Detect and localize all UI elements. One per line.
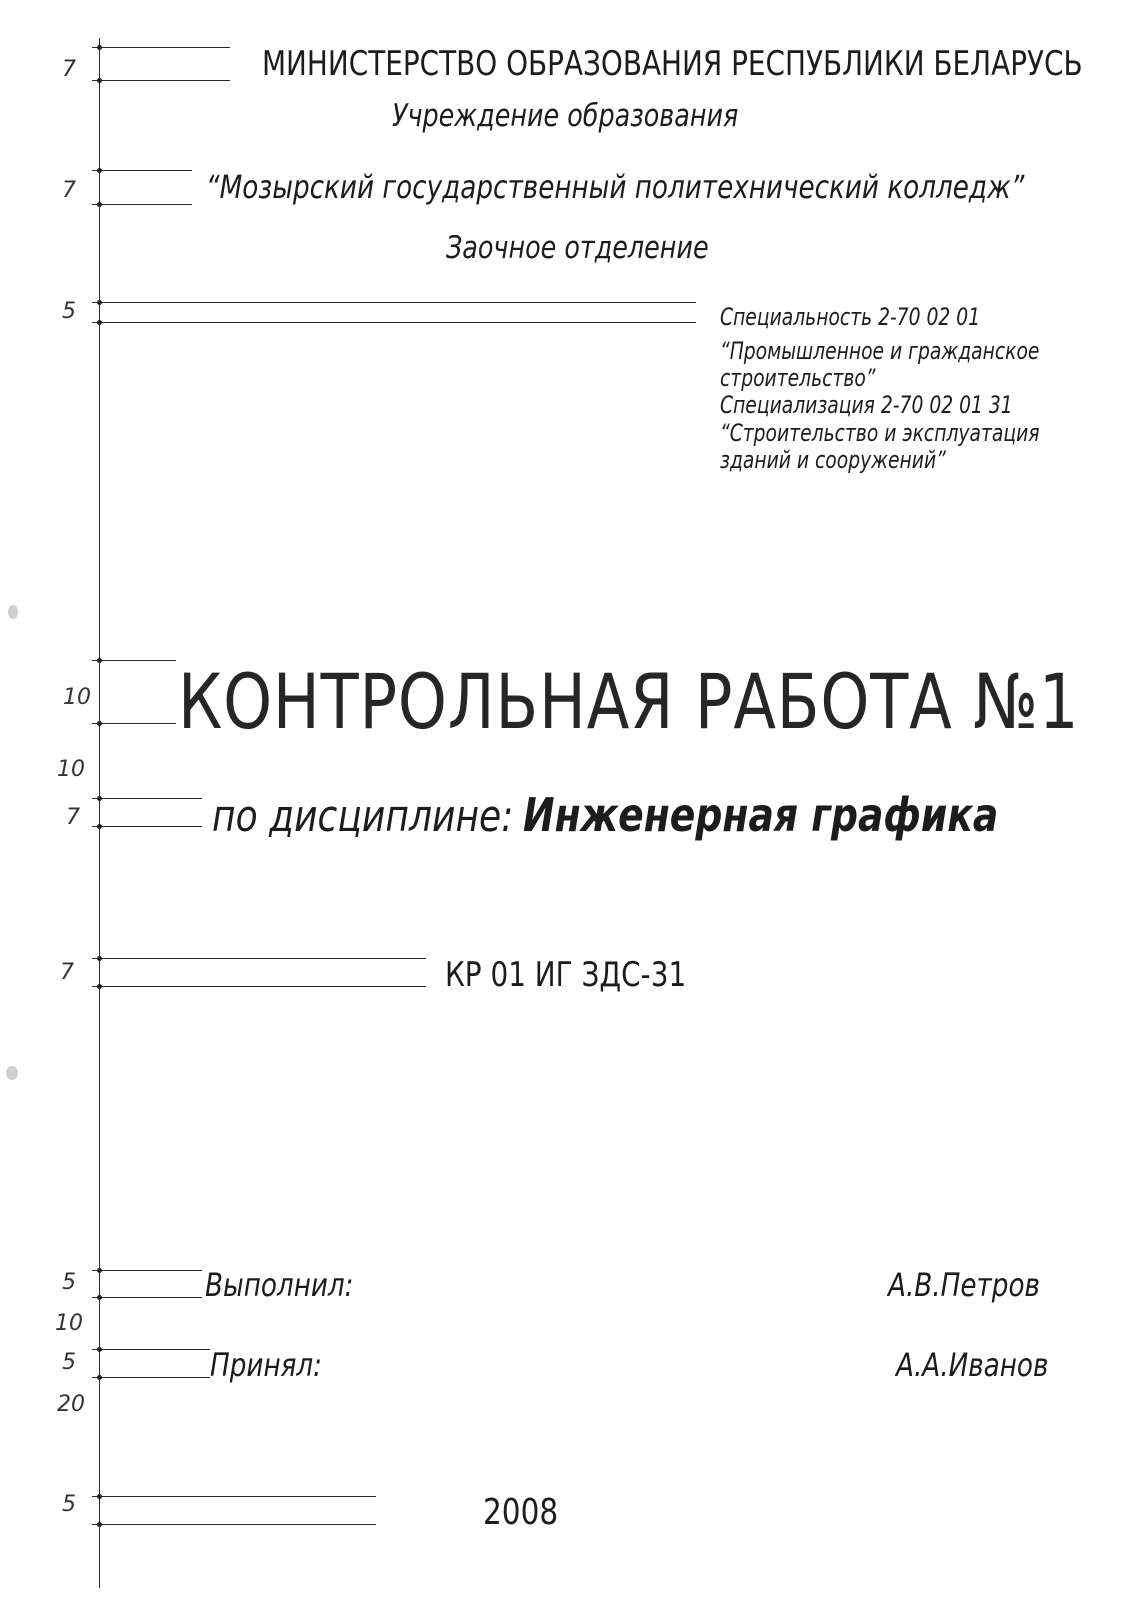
dimension-label: 10 (55, 1311, 83, 1336)
specialty-line: “Строительство и эксплуатация (720, 419, 1040, 447)
specialty-line: зданий и сооружений” (720, 446, 946, 474)
dimension-label: 5 (62, 1350, 76, 1375)
department: Заочное отделение (446, 230, 709, 266)
dimension-label: 7 (66, 805, 80, 830)
dimension-tick (97, 78, 102, 83)
dimension-tick (97, 984, 102, 989)
specialty-line: “Промышленное и гражданское (720, 337, 1040, 365)
scan-speck (6, 1066, 18, 1080)
dimension-tick (97, 1347, 102, 1352)
dimension-label: 7 (62, 57, 76, 82)
specialty-line: строительство” (720, 364, 876, 392)
guide-line (92, 170, 192, 171)
accepted-by-label: Принял: (210, 1346, 322, 1384)
dimension-label: 10 (63, 685, 91, 710)
done-by-label: Выполнил: (205, 1266, 354, 1304)
ministry-heading: МИНИСТЕРСТВО ОБРАЗОВАНИЯ РЕСПУБЛИКИ БЕЛАРУСЬ (262, 44, 1083, 84)
institution-type: Учреждение образования (392, 98, 739, 134)
guide-line (92, 798, 202, 799)
dimension-label: 5 (62, 299, 76, 324)
guide-line (92, 1524, 376, 1525)
dimension-tick (97, 658, 102, 663)
dimension-tick (97, 300, 102, 305)
dimension-tick (97, 956, 102, 961)
dimension-tick (97, 1522, 102, 1527)
guide-line (92, 204, 192, 205)
dimension-tick (97, 796, 102, 801)
guide-line (92, 302, 696, 303)
dimension-tick (97, 1295, 102, 1300)
accepted-by-name: А.А.Иванов (896, 1346, 1049, 1384)
guide-line (92, 1377, 210, 1378)
done-by-name: А.В.Петров (888, 1266, 1040, 1304)
dimension-label: 7 (60, 960, 74, 985)
guide-line (92, 47, 230, 48)
guide-line (92, 1297, 202, 1298)
dimension-tick (97, 1268, 102, 1273)
dimension-tick (97, 721, 102, 726)
guide-line (92, 660, 176, 661)
guide-line (92, 322, 696, 323)
dimension-tick (97, 168, 102, 173)
dimension-tick (97, 320, 102, 325)
guide-line (92, 826, 202, 827)
specialty-line: Специализация 2-70 02 01 31 (720, 391, 1013, 419)
dimension-label: 5 (62, 1492, 76, 1517)
dimension-label: 5 (62, 1270, 76, 1295)
guide-line (92, 986, 426, 987)
dimension-tick (97, 824, 102, 829)
college-name: “Мозырский государственный политехнический колледж” (206, 168, 1025, 206)
guide-line (92, 723, 176, 724)
dimension-label: 20 (57, 1392, 85, 1417)
guide-line (92, 80, 230, 81)
discipline-prefix: по дисциплине: (212, 791, 514, 842)
work-title: КОНТРОЛЬНАЯ РАБОТА №1 (178, 657, 1080, 746)
dimension-tick (97, 1375, 102, 1380)
guide-line (92, 1496, 376, 1497)
guide-line (92, 1270, 202, 1271)
guide-line (92, 958, 426, 959)
discipline-name: Инженерная графика (523, 788, 999, 842)
scan-speck (8, 605, 18, 619)
specialty-line: Специальность 2-70 02 01 (720, 303, 981, 331)
dimension-label: 10 (57, 757, 85, 782)
dimension-label: 7 (62, 178, 76, 203)
guide-line (92, 1349, 210, 1350)
work-code: КР 01 ИГ ЗДС-31 (445, 955, 687, 995)
dimension-tick (97, 1494, 102, 1499)
dimension-tick (97, 202, 102, 207)
dimension-vertical-line (99, 38, 100, 1588)
dimension-tick (97, 45, 102, 50)
year: 2008 (483, 1492, 559, 1533)
